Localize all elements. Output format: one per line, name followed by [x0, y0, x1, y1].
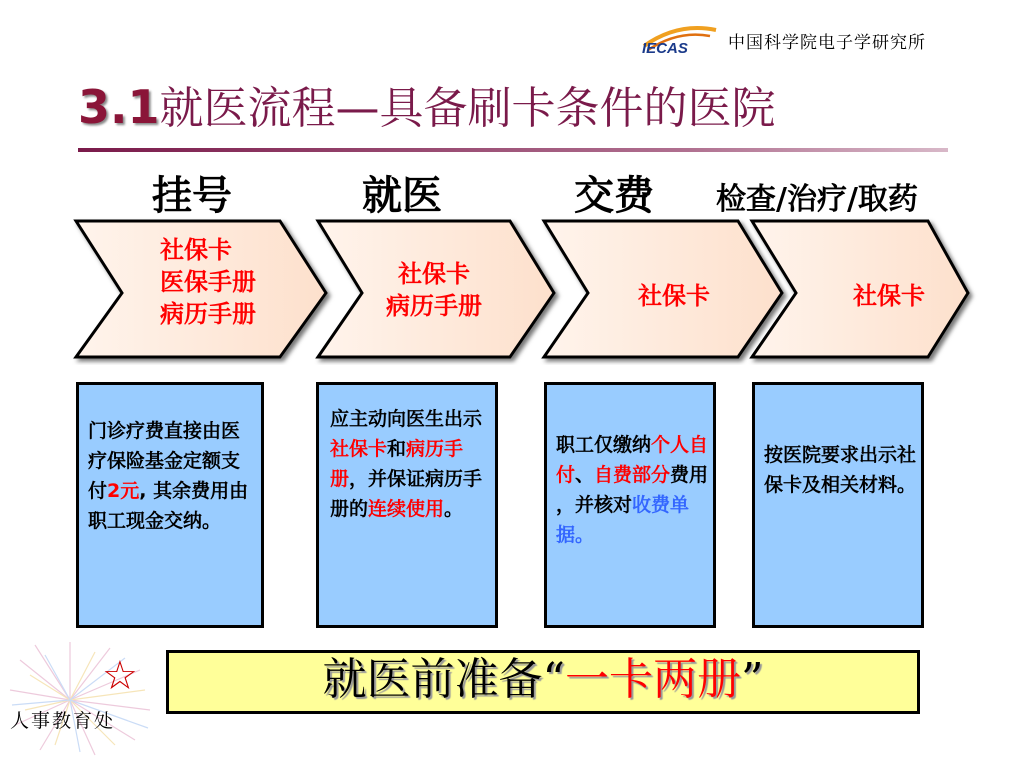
description-text-treatment	[764, 440, 920, 500]
description-box-treatment	[752, 382, 924, 628]
text-run: 、	[575, 464, 595, 486]
title-divider	[78, 148, 948, 152]
description-text-payment	[556, 430, 712, 550]
chevron-text-consultation	[386, 258, 482, 322]
banner-close-quote: ”	[741, 654, 764, 705]
text-run: 按医院要求出示社保卡及相关材料。	[764, 444, 917, 496]
text-run: 职工仅缴纳	[556, 434, 652, 456]
title-number: 3.1	[78, 80, 160, 134]
organization-name: 中国科学院电子学研究所	[728, 33, 926, 53]
step-heading-payment: 交费	[574, 173, 654, 219]
banner-open-quote: “	[542, 654, 565, 705]
text-run-red: 病历手册	[330, 438, 464, 490]
text-run: , 其余费用由职工现金交纳。	[88, 480, 249, 532]
text-run: 。	[444, 498, 464, 520]
text-run: 门诊疗费直接由医疗保险基金定额支付	[88, 420, 241, 502]
chevron-line: 社保卡	[398, 260, 470, 288]
chevron-text-payment: 社保卡	[638, 282, 710, 310]
step-heading-registration: 挂号	[152, 173, 232, 219]
page-title	[78, 80, 776, 134]
department-name: 人事教育处	[10, 710, 116, 732]
text-run-red: 社保卡	[330, 438, 388, 460]
description-text-registration	[88, 416, 256, 536]
chevron-text-treatment: 社保卡	[853, 282, 925, 310]
step-heading-treatment: 检查/治疗/取药	[716, 182, 918, 217]
text-run: 应主动向医生出示	[330, 408, 483, 430]
title-text: 就医流程—具备刷卡条件的医院	[159, 83, 776, 134]
step-heading-consultation: 就医	[362, 173, 442, 219]
iecas-logo	[638, 20, 720, 60]
fireworks-decoration	[0, 640, 170, 768]
logo-text: IECAS	[642, 40, 688, 57]
star-icon: ☆	[102, 653, 138, 699]
text-run-red: 自费部分	[594, 464, 671, 486]
chevron-text-registration	[160, 234, 256, 330]
description-text-consultation	[330, 404, 490, 524]
text-run-red: 个人自付	[556, 434, 709, 486]
text-run-blue: 。	[575, 524, 595, 546]
banner-prefix: 就医前准备	[322, 654, 543, 705]
chevron-line: 病历手册	[160, 300, 256, 328]
text-run-blue: 收费单据	[556, 494, 690, 546]
text-run-red: 连续使用	[368, 498, 445, 520]
banner-text	[166, 650, 920, 714]
text-run-red: 2元	[107, 480, 140, 502]
text-run: 和	[387, 438, 407, 460]
chevron-line: 社保卡	[160, 236, 232, 264]
chevron-line: 病历手册	[386, 292, 482, 320]
banner-highlight: 一卡两册	[565, 654, 741, 705]
text-run: 费用 ，并核对	[556, 464, 709, 516]
chevron-line: 医保手册	[160, 268, 256, 296]
text-run: ，并保证病历手册的	[330, 468, 483, 520]
